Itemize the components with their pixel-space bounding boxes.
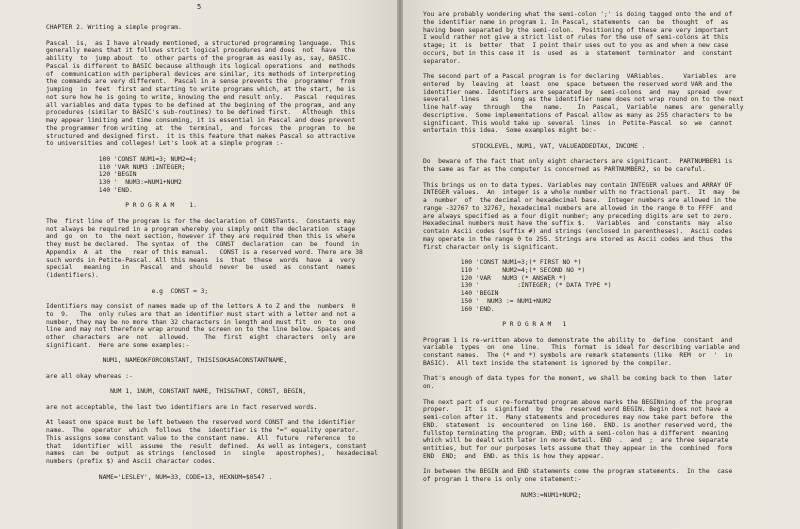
text-line: jumping in feet first and starting to write programs which, at the start, he is (46, 86, 356, 93)
text-line: 130 ' :INTEGER; (* DATA TYPE *) (423, 282, 612, 290)
text-line: entered by leaving at least one space between the reserved word VAR and the (423, 80, 733, 88)
text-line (423, 329, 744, 337)
text-line (46, 280, 378, 288)
text-line (423, 135, 744, 143)
text-line (46, 381, 378, 389)
text-line: are all okay whereas :- (46, 372, 133, 380)
text-line: entertain this idea. Some examples might be:- (423, 127, 597, 135)
text-line: to 9. The only rules are that an identifier must start with a letter and not a (46, 310, 356, 318)
text-line: 110 ' NUM2=4;(* SECOND NO *) (423, 266, 586, 274)
text-line: 120 'VAR NUM3 (* ANSWER *) (423, 274, 567, 282)
text-line: numbers (prefix $) and Ascii character codes. (46, 458, 216, 465)
text-line: I would rather not give a strict list of rules for the use of semi-colons at this (423, 34, 729, 42)
text-line: other characters are not allowed. The first eight characters only are (46, 334, 356, 341)
text-line: END END; and END. as this is how they appear. (423, 452, 605, 460)
text-line: 100 'CONST NUM1=3;(* FIRST NO *) (423, 259, 582, 266)
text-line: At least one space must be left between the reserved word CONST and the identifier (46, 419, 356, 427)
text-line: 160 'END. (423, 305, 495, 313)
left-page (0, 0, 397, 529)
text-line (423, 461, 744, 469)
text-line: line half-way through the name. In Pascal, Variable names are generally (423, 104, 744, 111)
text-line: e.g CONST = 3; (46, 287, 209, 295)
text-line: You are probably wondering what the semi-colon ';' is doing tagged onto the end of (423, 11, 733, 18)
text-line: not sure how he is going to write, knowing the end result only. Pascal requires (46, 93, 356, 101)
text-line: 110 'VAR NUM3 :INTEGER; (46, 163, 186, 171)
text-line: identifier name. Identifiers are separated by semi-colons and may spread over (423, 88, 733, 96)
text-line: names can be output as strings (enclosed in single apostrophes), hexadecimal (46, 450, 378, 458)
text-line: the identifier name in program 1. In Pascal, statements can be thought of as (423, 18, 729, 26)
text-line: NUM 1, 1NUM, CONSTANT NAME, THIS&THAT, CONST, BEGIN, (46, 388, 307, 396)
text-line: This assigns some constant value to the constant name. All future reference to (46, 434, 356, 442)
text-line (423, 251, 744, 259)
text-line: generally means that it follows strict logical procedures and does not have the (46, 47, 356, 55)
text-line: semi-colon after it. Many statements and procedures may now take part before the (423, 414, 733, 421)
text-line: Program 1 is re-written above to demonstrate the ability to define constant and (423, 336, 733, 344)
text-line: NUM3:=NUM1+NUM2; (423, 491, 582, 499)
text-line: fullstop terminating the program. END; with a semi-colon has a different meaning (423, 429, 729, 437)
text-line: NAME='LESLEY', NUM=33, CODE=13, HEXNUM=$0547 . (46, 473, 273, 481)
text-line: In between the BEGIN and END statements come the program statements. In the case (423, 468, 733, 476)
text-line: 100 'CONST NUM1=3; NUM2=4; (46, 155, 197, 163)
text-line: STOCKLEVEL, NUM1, VAT, VALUEADDEDTAX, INCOME . (423, 142, 646, 150)
text-line: may appear limiting and time consuming, it is essential in Pascal and does prevent (46, 117, 356, 124)
text-line: INTEGER values. An integer is a whole number with no fractional part. It may be (423, 189, 740, 197)
text-line: special meaning in Pascal and should never be used as constant names (46, 264, 356, 272)
text-line (46, 32, 378, 40)
text-line: descriptive. Some implementations of Pascal allow as many as 255 characters to be (423, 111, 733, 119)
text-line (423, 484, 744, 492)
text-line: to universities and colleges! Let's look at a simple program :- (46, 140, 284, 148)
text-line: (identifiers). (46, 272, 99, 279)
text-line: a number of the decimal or hexadecimal base. Integer numbers are allowed in the (423, 197, 736, 204)
text-line: the same as far as the computer is concerned as PARTNUMBER2, so be careful. (423, 166, 706, 173)
text-line: of program 1 there is only one statement:- (423, 476, 582, 483)
text-line: 150 ' NUM3 := NUM1+NUM2 (423, 297, 552, 305)
text-line: such words in Petite-Pascal. All this means is that these words have a very (46, 256, 356, 264)
text-line (46, 350, 378, 358)
text-line (423, 151, 744, 159)
text-line: Appendix A at the rear of this manual. CONST is a reserved word. There are 38 (46, 248, 363, 256)
text-line: which will be dealt with later in more detail. END . and ; are three separate (423, 437, 729, 445)
text-line: structured and designed first. it is this feature that makes Pascal so attractive (46, 132, 356, 140)
text-line: constant names. The (* and *) symbols are remark statements (like REM or ' in (423, 352, 733, 359)
text-line (46, 210, 378, 218)
text-line: line and may not therefore wrap around the screen on to the line below. Spaces and (46, 326, 356, 334)
text-line: and go on to the next section, however if they are required then this is where (46, 233, 356, 241)
text-line: ability to jump about to other parts of the program as easily as, say, BASIC. (46, 55, 352, 62)
text-line: The first line of the program is for the declaration of CONSTants. Constants may (46, 217, 356, 225)
text-line: may operate in the range 0 to 255. Strings are stored as Ascii codes and thus the (423, 235, 733, 243)
text-line (46, 195, 378, 203)
text-line (46, 412, 378, 420)
text-line: several lines as long as the identifier name does not wrap round on to the next (423, 96, 744, 104)
text-line: Hexadecimal numbers must have the suffix $. Variables and constants may also (423, 220, 733, 228)
right-page (403, 0, 800, 529)
text-line: Do beware of the fact that only eight characters are significant. PARTNUMBER1 is (423, 158, 733, 166)
text-line (46, 365, 378, 373)
right-page-text (423, 11, 744, 499)
text-line: 140 'BEGIN (423, 290, 499, 297)
text-line: Identifiers may consist of names made up of the letters A to Z and the numbers 0 (46, 303, 356, 310)
text-line: significant. Here are some examples:- (46, 341, 190, 349)
text-line: not always be required in a program whereby you simply omit the declaration stage (46, 225, 356, 233)
text-line (423, 368, 744, 376)
text-line: P R O G R A M 1 (423, 321, 567, 328)
text-line: name. The operator which follows the identifier is the "=" equality operator. (46, 427, 359, 434)
text-line: The second part of a Pascal program is for declaring VARiables. Variables are (423, 73, 736, 80)
text-line: procedures (similar to BASIC's sub-routines) to be defined first. Although this (46, 109, 356, 117)
text-line: Pascal is, as I have already mentioned, a structured programming language. This (46, 39, 356, 47)
text-line: stage; it is better that I point their uses out to you as and when a new case (423, 42, 729, 49)
text-line (423, 391, 744, 399)
left-page-text (46, 24, 378, 481)
text-line: of communication with peripheral devices are similar, its methods of interpreting (46, 70, 356, 78)
text-line: 120 'BEGIN (46, 171, 137, 179)
text-line: CHAPTER 2. Writing a simple program. (46, 24, 182, 31)
text-line: variable types on one line. This format is ideal for describing variable and (423, 344, 740, 352)
text-line: END. statement is encountered on line 160. END. is another reserved word, the (423, 421, 733, 429)
text-line (46, 148, 378, 156)
text-line: P R O G R A M 1. (46, 202, 197, 210)
text-line: are not acceptable, the last two identifiers are in fact reserved words. (46, 403, 318, 411)
page-number: 5 (197, 3, 202, 11)
text-line: This brings us on to data types. Variables may contain INTEGER values and ARRAY OF (423, 181, 733, 189)
text-line: That's enough of data types for the moment, we shall be coming back to them later (423, 375, 733, 383)
text-line: having been separated by the semi-colon. Positioning of these are very important (423, 26, 729, 34)
text-line: number, they may be no more than 32 characters in length and must fit on to one (46, 318, 356, 326)
text-line (46, 396, 378, 404)
text-line: the commands are very different. Pascal in a sense prevents the programmer from (46, 78, 356, 86)
text-line: Pascal is different to BASIC because although its logical operations and methods (46, 62, 356, 70)
text-line (423, 174, 744, 182)
text-line: proper. It is signified by the reserved word BEGIN. Begin does not have a (423, 406, 729, 414)
text-line (423, 65, 744, 73)
text-line: 140 'END. (46, 186, 133, 194)
text-line: contain Ascii codes (suffix #) and strings (enclosed in parentheses). Ascii codes (423, 228, 733, 235)
text-line: all variables and data types to be defined at the begining of the program, and any (46, 101, 356, 109)
text-line: NUM1, NAMEOKFORCONSTANT, THISISOKASACONSTANTNAME, (46, 357, 288, 365)
text-line: occurs, but in this case it is used as a statement terminator and constant (423, 49, 733, 57)
text-line: range -32767 to 32767, hexadecimal numbers are allowed in the range 0 to FFFF and (423, 204, 733, 212)
text-line: BASIC). All text inside the statement is ignored by the compiler. (423, 359, 672, 367)
text-line: first character only is significant. (423, 243, 559, 251)
text-line: they must be declared. The syntax of the CONST declaration can be found in (46, 241, 359, 248)
text-line (46, 295, 378, 303)
text-line: significant. This would take up several lines in Petite-Pascal so we cannot (423, 119, 733, 127)
text-line (46, 466, 378, 474)
text-line: are always specified as a four digit number; any preceding digits are set to zero. (423, 212, 733, 220)
text-line: on. (423, 383, 435, 390)
text-line: entities, but for our purposes lets assume that they appear in the combined form (423, 445, 733, 452)
text-line (423, 313, 744, 321)
text-line: The next part of our re-formatted program above marks the BEGINning of the program (423, 398, 733, 406)
text-line: 130 ' NUM3:=NUM1+NUM2 (46, 179, 182, 186)
text-line: that identifier will assume the result defined. As well as integers, constant (46, 442, 367, 450)
text-line: separator. (423, 57, 461, 65)
text-line: the programmer from writing at the terminal, and forces the program to be (46, 124, 356, 132)
